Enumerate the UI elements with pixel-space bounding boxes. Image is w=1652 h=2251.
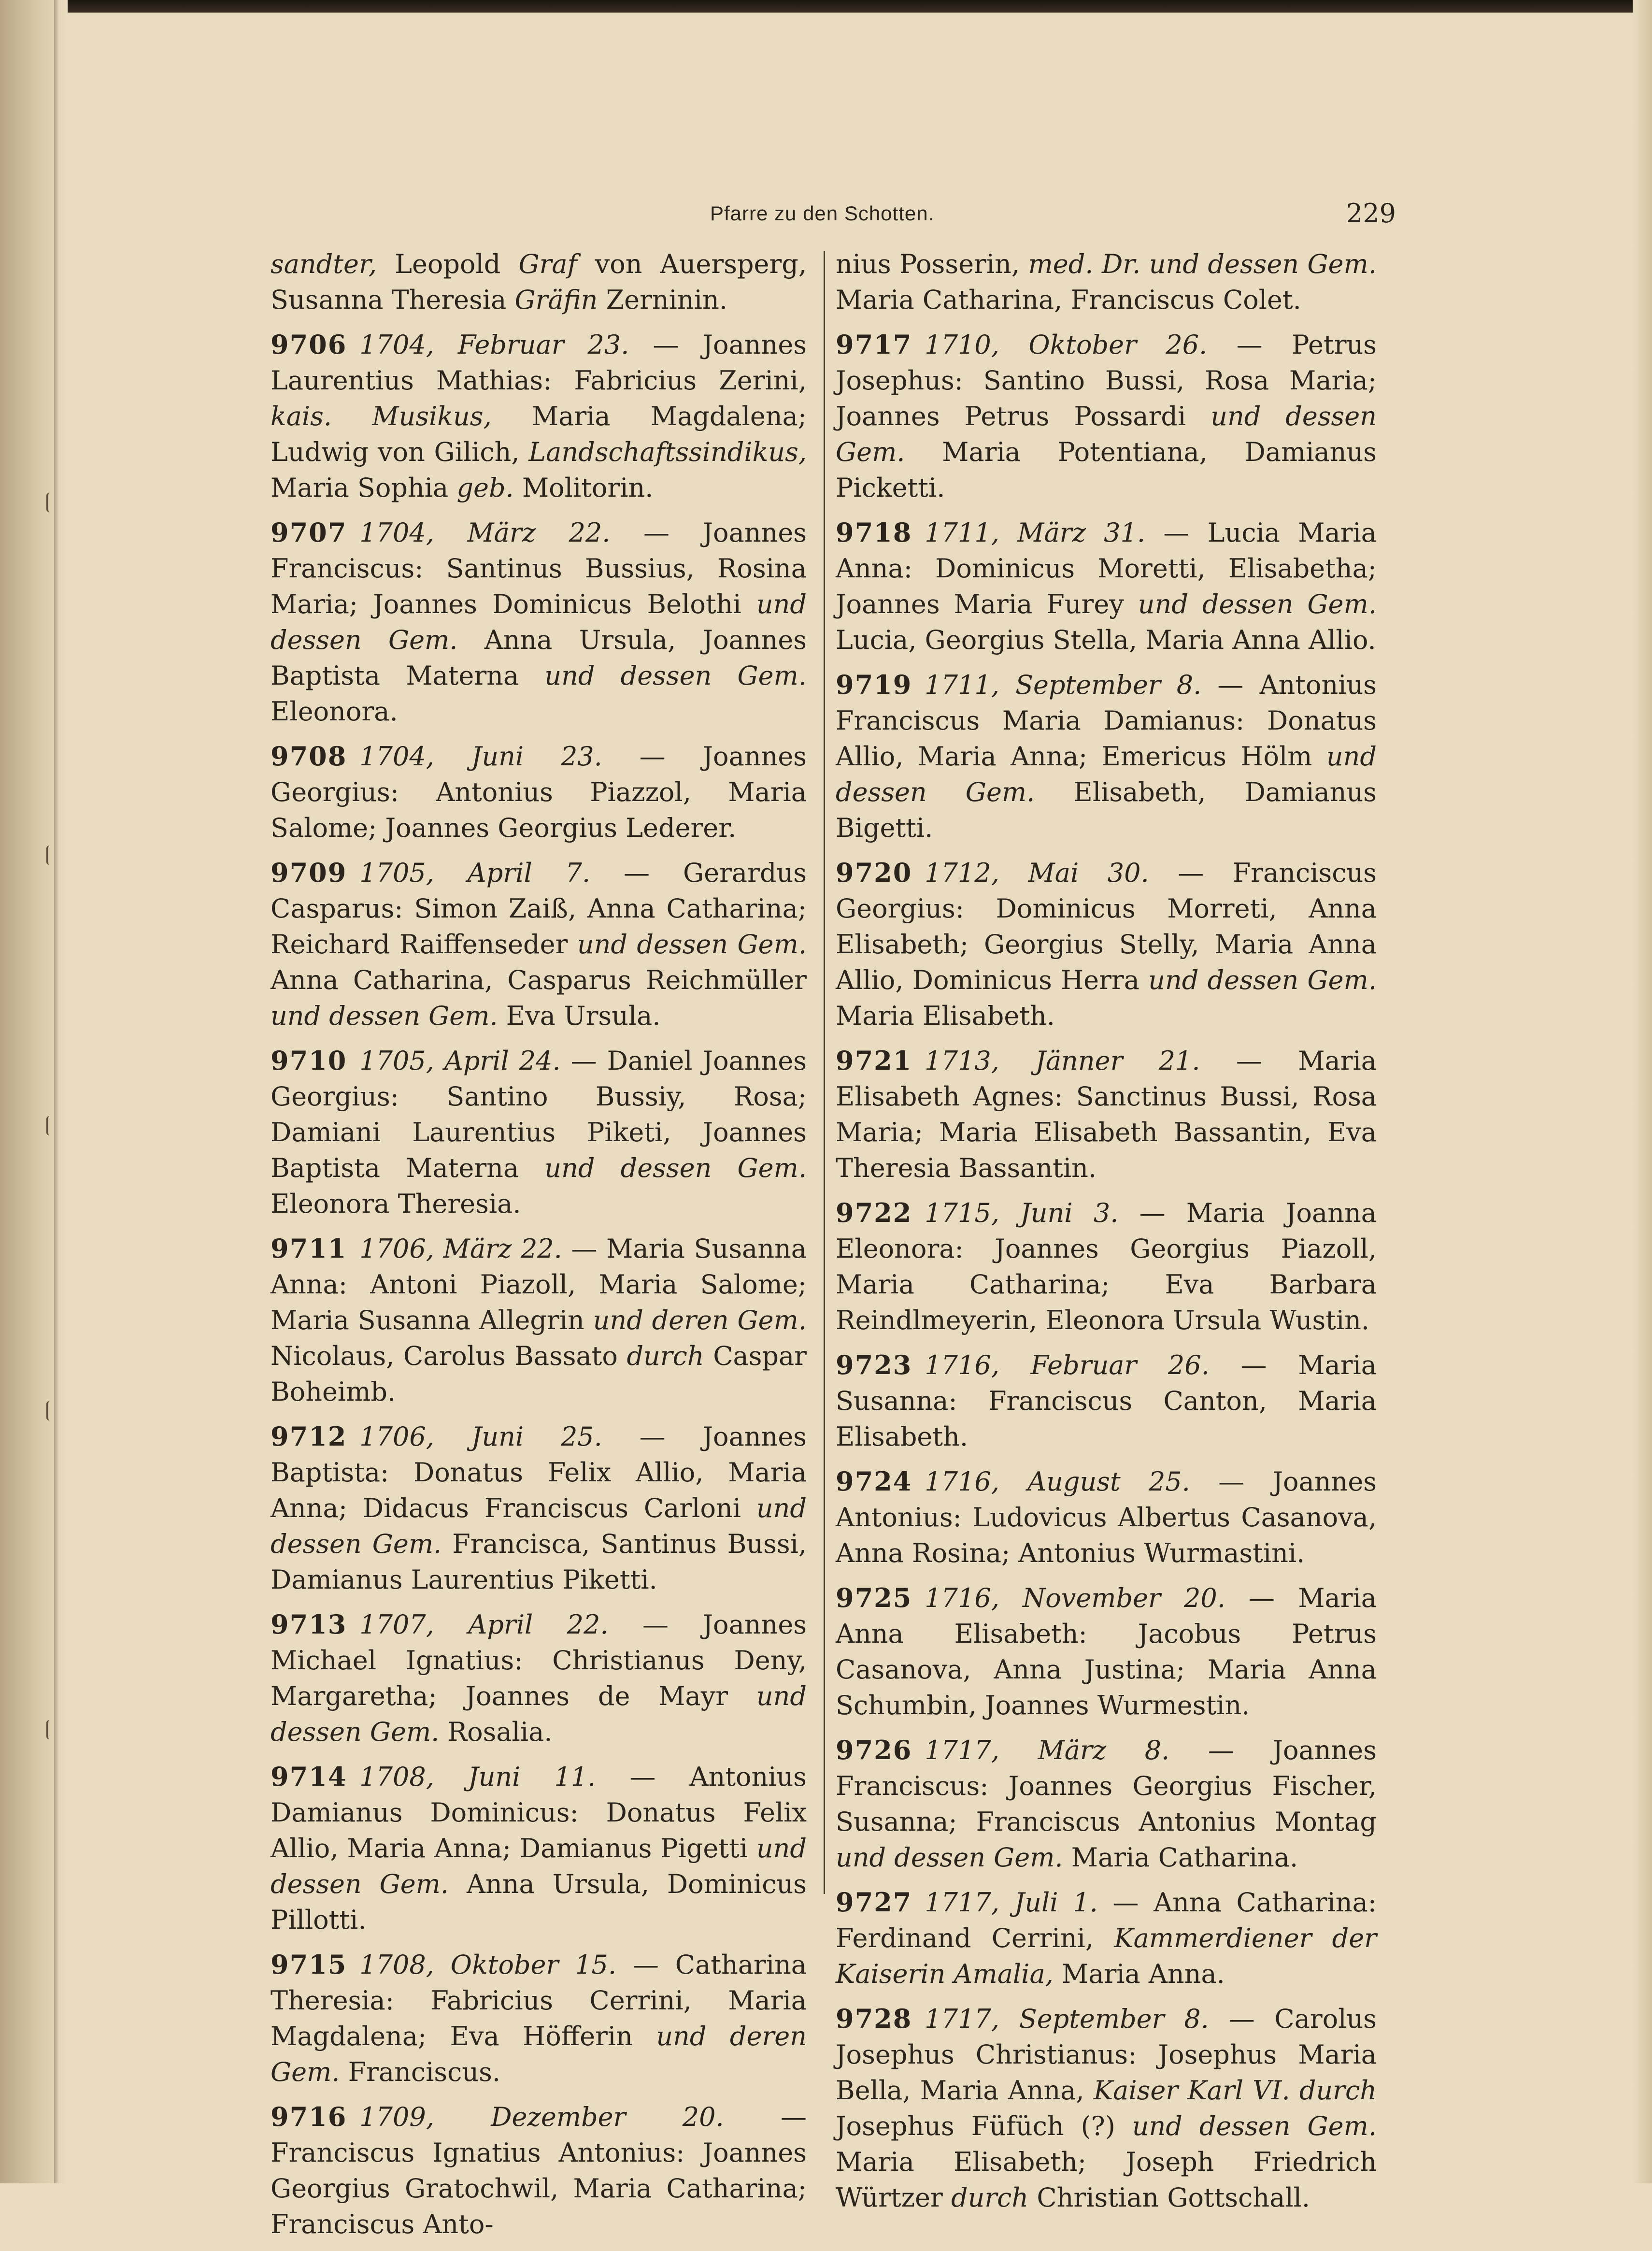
- entry-date: 1704, Februar 23.: [359, 330, 629, 360]
- register-entry: [836, 1195, 1377, 1338]
- entry-text: Anna Ursula, Joannes Baptista Materna: [271, 625, 807, 691]
- entry-date: 1711, September 8.: [925, 670, 1202, 700]
- entry-text: Zerninin.: [598, 285, 727, 315]
- entry-text: — Petrus Josephus: Santino Bussi, Rosa Maria; Joannes Petrus Possardi: [836, 330, 1377, 431]
- register-entry: [271, 515, 807, 730]
- entry-text: Anna Ursula, Dominicus Pillotti.: [271, 1869, 807, 1935]
- italic-text: Graf: [518, 249, 577, 279]
- register-entry: [836, 855, 1377, 1034]
- entry-text: — Franciscus Georgius: Dominicus Morreti, Anna Elisabeth; Georgius Stelly, Maria Anna Allio, Dominicus Herra: [836, 858, 1377, 995]
- entry-number: 9720: [836, 857, 912, 888]
- italic-text: und deren Gem.: [271, 2021, 807, 2087]
- entry-date: 1705, April 24.: [359, 1046, 561, 1076]
- entry-text: — Catharina Theresia: Fabricius Cerrini, Maria Magdalena; Eva Höfferin: [271, 1950, 807, 2051]
- entry-text: Maria Sophia: [271, 473, 457, 503]
- entry-text: Francisca, Santinus Bussi, Damianus Laurentius Piketti.: [271, 1529, 807, 1595]
- entry-text: Maria Magdalena; Ludwig von Gilich,: [271, 401, 807, 467]
- binding-mark: [46, 1401, 60, 1420]
- italic-text: und dessen Gem.: [836, 1842, 1063, 1873]
- italic-text: und dessen Gem.: [271, 1493, 807, 1559]
- entry-text: — Antonius Damianus Dominicus: Donatus Felix Allio, Maria Anna; Damianus Pigetti: [271, 1762, 807, 1864]
- entry-text: — Lucia Maria Anna: Dominicus Moretti, Elisabetha; Joannes Maria Furey: [836, 517, 1377, 619]
- entry-text: — Joannes Antonius: Ludovicus Albertus Casanova, Anna Rosina; Antonius Wurmastini.: [836, 1466, 1377, 1568]
- continuation-paragraph: [271, 246, 807, 318]
- entry-date: 1716, August 25.: [925, 1466, 1190, 1497]
- entry-text: — Joannes Franciscus: Santinus Bussius, Rosina Maria; Joannes Dominicus Belothi: [271, 517, 807, 619]
- binding-mark: [46, 1116, 60, 1135]
- italic-text: und deren Gem.: [593, 1305, 807, 1335]
- entry-date: 1704, März 22.: [359, 517, 611, 548]
- entry-text: Maria Potentiana, Damianus Picketti.: [836, 437, 1377, 503]
- entry-number: 9717: [836, 329, 912, 360]
- entry-text: — Maria Susanna Anna: Antoni Piazoll, Maria Salome; Maria Susanna Allegrin: [271, 1233, 807, 1335]
- entry-text: — Maria Joanna Eleonora: Joannes Georgius Piazoll, Maria Catharina; Eva Barbara Reindlmeyerin, Eleonora Ursula Wustin.: [836, 1198, 1377, 1335]
- register-entry: [271, 327, 807, 506]
- entry-text: — Joannes Georgius: Antonius Piazzol, Maria Salome; Joannes Georgius Lederer.: [271, 741, 807, 843]
- italic-text: geb.: [456, 473, 514, 503]
- entry-text: Eva Ursula.: [498, 1001, 661, 1031]
- entry-text: Christian Gottschall.: [1028, 2182, 1310, 2213]
- register-entry: [836, 1884, 1377, 1992]
- entry-text: Nicolaus, Carolus Bassato: [271, 1341, 627, 1371]
- entry-text: — Maria Susanna: Franciscus Canton, Maria Elisabeth.: [836, 1350, 1377, 1452]
- entry-number: 9727: [836, 1887, 912, 1918]
- entry-date: 1706, Juni 25.: [359, 1421, 602, 1452]
- entry-date: 1717, September 8.: [925, 2004, 1209, 2034]
- entry-text: Maria Elisabeth.: [836, 1001, 1055, 1031]
- entry-text: — Gerardus Casparus: Simon Zaiß, Anna Catharina; Reichard Raiffenseder: [271, 858, 807, 960]
- entry-text: — Joannes Baptista: Donatus Felix Allio, Maria Anna; Didacus Franciscus Carloni: [271, 1421, 807, 1523]
- register-entry: [271, 1419, 807, 1598]
- entry-text: Josephus Füfüch (?): [836, 2111, 1132, 2141]
- entry-text: Anna Catharina, Casparus Reichmüller: [271, 965, 807, 995]
- binding-mark: [46, 1720, 60, 1739]
- entry-number: 9706: [271, 329, 347, 360]
- scan-top-edge: [0, 0, 1652, 13]
- italic-text: durch: [627, 1341, 704, 1371]
- register-entry: [271, 1947, 807, 2090]
- entry-text: Maria Anna.: [1053, 1959, 1225, 1989]
- italic-text: Kammerdiener der Kaiserin Amalia,: [836, 1923, 1377, 1989]
- column-divider: [824, 251, 825, 1894]
- entry-text: — Joannes Michael Ignatius: Christianus Deny, Margaretha; Joannes de Mayr: [271, 1609, 807, 1711]
- register-entry: [271, 1759, 807, 1938]
- italic-text: und dessen Gem.: [836, 401, 1377, 467]
- entry-date: 1706, März 22.: [359, 1233, 562, 1264]
- entry-number: 9722: [836, 1197, 912, 1228]
- italic-text: und dessen Gem.: [271, 1833, 807, 1899]
- entry-text: — Daniel Joannes Georgius: Santino Bussiy, Rosa; Damiani Laurentius Piketi, Joannes Baptista Materna: [271, 1046, 807, 1183]
- italic-text: und dessen Gem.: [544, 660, 807, 691]
- entry-text: — Antonius Franciscus Maria Damianus: Donatus Allio, Maria Anna; Emericus Hölm: [836, 670, 1377, 772]
- register-entry: [836, 1043, 1377, 1186]
- entry-number: 9728: [836, 2003, 912, 2034]
- entry-number: 9724: [836, 1466, 912, 1497]
- entry-number: 9716: [271, 2101, 347, 2132]
- entry-number: 9725: [836, 1582, 912, 1613]
- italic-text: und dessen Gem.: [1138, 589, 1377, 619]
- entry-text: — Anna Catharina: Ferdinand Cerrini,: [836, 1887, 1377, 1953]
- entry-date: 1707, April 22.: [359, 1609, 609, 1640]
- register-entry: [836, 1732, 1377, 1876]
- entry-text: Elisabeth, Damianus Bigetti.: [836, 777, 1377, 843]
- entry-date: 1717, März 8.: [925, 1735, 1170, 1765]
- register-entry: [836, 2001, 1377, 2216]
- entry-number: 9710: [271, 1045, 347, 1076]
- entry-number: 9715: [271, 1949, 347, 1980]
- continuation-paragraph: [836, 246, 1377, 318]
- entry-text: nius Posserin,: [836, 249, 1028, 279]
- entry-number: 9712: [271, 1421, 347, 1452]
- entry-number: 9711: [271, 1233, 347, 1264]
- entry-date: 1713, Jänner 21.: [925, 1046, 1200, 1076]
- italic-text: und dessen Gem.: [271, 1001, 498, 1031]
- italic-text: sandter,: [271, 249, 377, 279]
- entry-number: 9723: [836, 1349, 912, 1380]
- italic-text: kais. Musikus,: [271, 401, 492, 431]
- right-column: [836, 246, 1377, 2224]
- entry-number: 9719: [836, 669, 912, 700]
- entry-date: 1717, Juli 1.: [925, 1887, 1098, 1918]
- entry-date: 1708, Juni 11.: [359, 1762, 596, 1792]
- entry-text: Eleonora.: [271, 696, 398, 727]
- page-fold-shadow: [54, 0, 59, 2183]
- binding-mark: [46, 846, 60, 865]
- entry-text: Lucia, Georgius Stella, Maria Anna Allio.: [836, 625, 1376, 655]
- entry-text: — Maria Elisabeth Agnes: Sanctinus Bussi, Rosa Maria; Maria Elisabeth Bassantin, Eva Theresia Bassantin.: [836, 1046, 1377, 1183]
- register-entry: [836, 1347, 1377, 1455]
- register-entry: [271, 855, 807, 1034]
- entry-text: Leopold: [376, 249, 519, 279]
- entry-text: — Joannes Laurentius Mathias: Fabricius Zerini,: [271, 330, 807, 396]
- entry-date: 1716, Februar 26.: [925, 1350, 1210, 1380]
- entry-number: 9707: [271, 517, 347, 548]
- entry-text: Maria Catharina, Franciscus Colet.: [836, 285, 1301, 315]
- entry-text: von Auersperg, Susanna Theresia: [271, 249, 807, 315]
- entry-text: — Maria Anna Elisabeth: Jacobus Petrus Casanova, Anna Justina; Maria Anna Schumbin, Joannes Wurmestin.: [836, 1583, 1377, 1721]
- entry-text: — Franciscus Ignatius Antonius: Joannes Georgius Gratochwil, Maria Catharina; Franciscus Anto-: [271, 2102, 807, 2239]
- entry-text: Eleonora Theresia.: [271, 1189, 521, 1219]
- entry-number: 9721: [836, 1045, 912, 1076]
- register-entry: [836, 327, 1377, 506]
- page-number: 229: [1346, 198, 1396, 229]
- entry-number: 9726: [836, 1735, 912, 1765]
- entry-text: Rosalia.: [439, 1717, 553, 1747]
- italic-text: Kaiser Karl VI. durch: [1093, 2075, 1377, 2106]
- italic-text: Gräfin: [514, 285, 598, 315]
- register-entry: [271, 1043, 807, 1222]
- italic-text: med. Dr. und dessen Gem.: [1028, 249, 1377, 279]
- register-entry: [271, 1231, 807, 1410]
- italic-text: und dessen Gem.: [271, 589, 807, 655]
- entry-number: 9709: [271, 857, 347, 888]
- entry-number: 9714: [271, 1761, 347, 1792]
- italic-text: und dessen Gem.: [271, 1681, 807, 1747]
- register-entry: [271, 2099, 807, 2242]
- italic-text: Landschaftssindikus,: [528, 437, 807, 467]
- page-right-edge: [1633, 0, 1652, 2183]
- entry-date: 1705, April 7.: [359, 858, 591, 888]
- entry-text: — Joannes Franciscus: Joannes Georgius Fischer, Susanna; Franciscus Antonius Montag: [836, 1735, 1377, 1837]
- entry-number: 9708: [271, 741, 347, 772]
- italic-text: und dessen Gem.: [544, 1153, 807, 1183]
- entry-number: 9718: [836, 517, 912, 548]
- binding-mark: [46, 493, 60, 512]
- entry-date: 1712, Mai 30.: [925, 858, 1149, 888]
- entry-text: Caspar Boheimb.: [271, 1341, 807, 1407]
- entry-text: — Carolus Josephus Christianus: Josephus Maria Bella, Maria Anna,: [836, 2004, 1377, 2106]
- entry-date: 1709, Dezember 20.: [359, 2102, 724, 2132]
- entry-date: 1710, Oktober 26.: [925, 330, 1208, 360]
- entry-text: Maria Elisabeth; Joseph Friedrich Würtzer: [836, 2147, 1377, 2213]
- italic-text: und dessen Gem.: [577, 929, 807, 960]
- register-entry: [836, 515, 1377, 658]
- italic-text: durch: [951, 2182, 1029, 2213]
- entry-text: Molitorin.: [513, 473, 654, 503]
- entry-date: 1708, Oktober 15.: [359, 1950, 617, 1980]
- entry-date: 1711, März 31.: [925, 517, 1146, 548]
- running-head: Pfarre zu den Schotten.: [710, 202, 935, 225]
- register-entry: [836, 667, 1377, 846]
- italic-text: und dessen Gem.: [1132, 2111, 1377, 2141]
- register-entry: [271, 738, 807, 846]
- entry-date: 1716, November 20.: [925, 1583, 1225, 1613]
- left-column: [271, 246, 807, 2251]
- register-entry: [836, 1463, 1377, 1571]
- entry-number: 9713: [271, 1609, 347, 1640]
- entry-text: Franciscus.: [340, 2057, 501, 2087]
- entry-date: 1715, Juni 3.: [925, 1198, 1119, 1228]
- italic-text: und dessen Gem.: [1148, 965, 1377, 995]
- entry-date: 1704, Juni 23.: [359, 741, 602, 772]
- entry-text: Maria Catharina.: [1063, 1842, 1298, 1873]
- register-entry: [271, 1606, 807, 1750]
- italic-text: und dessen Gem.: [836, 741, 1377, 807]
- register-entry: [836, 1580, 1377, 1723]
